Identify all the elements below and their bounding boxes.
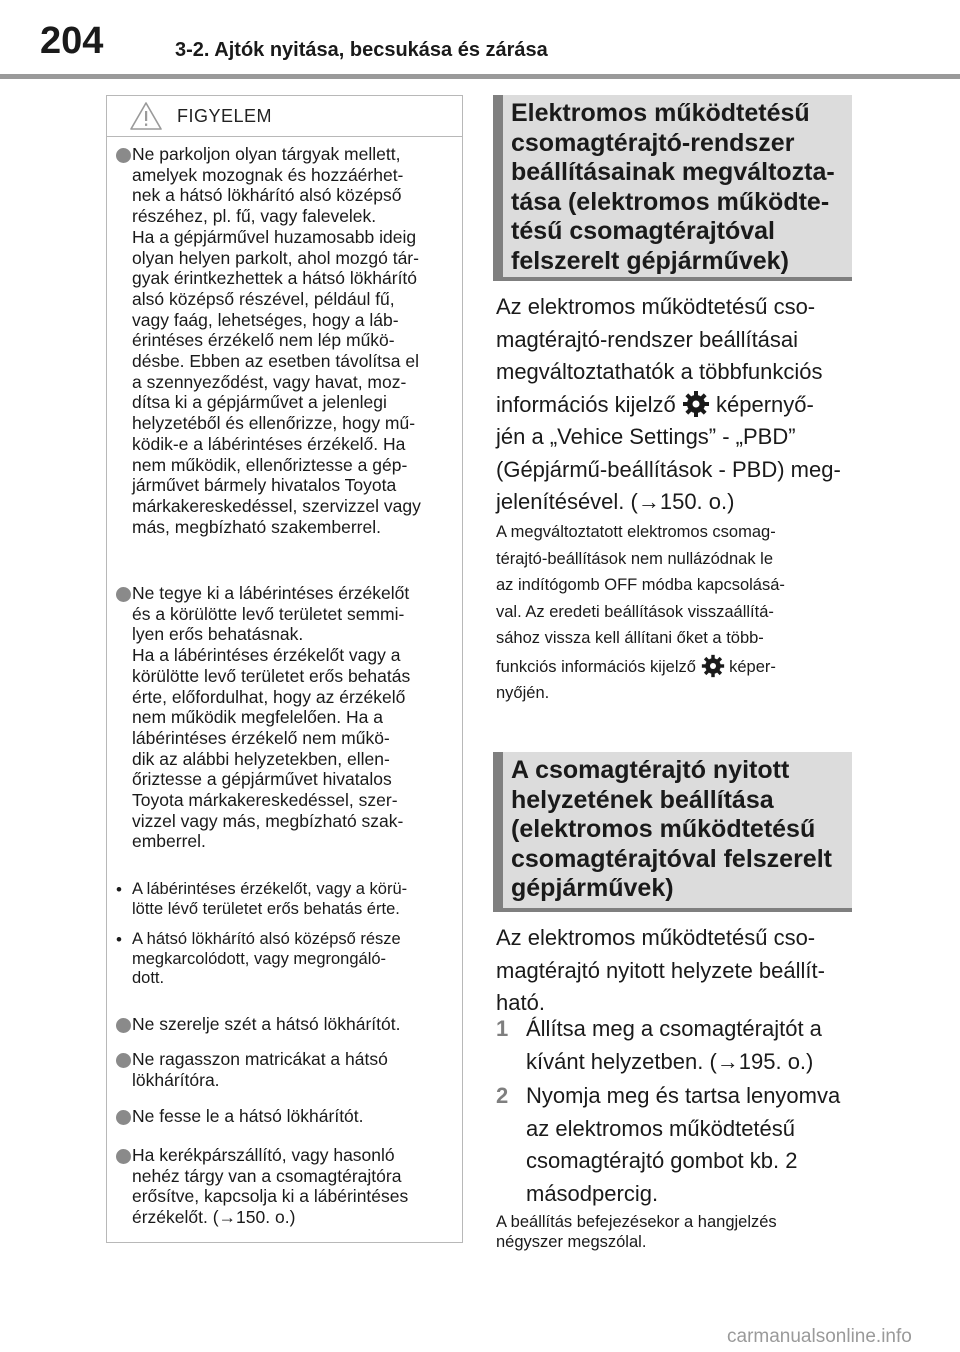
- gear-icon: [682, 390, 710, 418]
- warning-box: [106, 95, 463, 1243]
- warning-header: [107, 96, 462, 137]
- bullet-dot-icon: [116, 1053, 131, 1068]
- sub-bullet-text: A lábérintéses érzékelőt, vagy a körü- lötte lévő területet erős behatás érte.: [132, 880, 408, 918]
- warning-item-text: Ne parkoljon olyan tárgyak mellett, amelyek mozognak és hozzáérhet- nek a hátsó lökhárító alsó középső részéhez, pl. fű, vagy falevelek. Ha a gépjárművel huzamosabb ideig olyan helyen parkolt, ahol mozgó tár- gyak érintkezhettek a hátsó lökhárító alsó középső részével, például fű, vagy faág, lehetséges, hogy a láb- érintéses érzékelő nem lép műkö- désbe. Ebben az esetben távolítsa el a szennyeződést, vagy havat, moz- dítsa ki a gépjárművet a jelenlegi helyzetéből és ellenőrizze, hogy mű- ködik-e a lábérintéses érzékelő. Ha nem működik, ellenőriztesse a gép- járművet bármely hivatalos Toyota márkakereskedéssel, szervizzel vagy más, megbízható szakemberrel.: [132, 144, 421, 537]
- warning-item-text: Ne tegye ki a lábérintéses érzékelőt és a körülötte levő területet semmi- lyen erős behatásnak. Ha a lábérintéses érzékelőt vagy a körülötte levő területet erős behatás érte, előfordulhat, hogy az érzékelő nem működik megfelelően. Ha a lábérintéses érzékelő nem műkö- dik az alábbi helyzetekben, ellen- őriztesse a gépjárművet hivatalos Toyota márkakereskedéssel, szer- vizzel vagy más, megbízható szak- emberrel.: [132, 583, 411, 852]
- bullet-dot-icon: [116, 1110, 131, 1125]
- section1-note: A megváltoztatott elektromos csomag- térajtó-beállítások nem nullázódnak le az indítógomb OFF módba kapcsolásá- val. Az eredeti beállítások visszaállítá- sához vissza kell állítani őket a több- funkciós információs kijelző képer- nyőjén.: [496, 523, 785, 702]
- bullet-dot-icon: [116, 1018, 131, 1033]
- step-number: 1: [496, 1016, 509, 1041]
- step-number: 2: [496, 1083, 509, 1108]
- warning-item-text: Ne szerelje szét a hátsó lökhárítót.: [132, 1014, 401, 1034]
- warning-triangle-icon: [129, 101, 163, 131]
- bullet-dot-icon: [116, 148, 131, 163]
- warning-title: FIGYELEM: [177, 106, 273, 126]
- section-heading-pbd-settings: Elektromos működtetésű csomagtérajtó-rendszer beállításainak megváltozta- tása (elektromos működte- tésű csomagtérajtóval felszerelt gépjárművek): [493, 95, 852, 281]
- sub-bullet-marker: •: [116, 880, 122, 899]
- step-text: Nyomja meg és tartsa lenyomva az elektromos működtetésű csomagtérajtó gombot kb. 2 másodpercig.: [526, 1083, 841, 1206]
- page-header: [0, 0, 960, 80]
- watermark: carmanualsonline.info: [727, 1326, 912, 1347]
- warning-item-text: Ne ragasszon matricákat a hátsó lökhárítóra.: [132, 1049, 388, 1090]
- bullet-dot-icon: [116, 1149, 131, 1164]
- gear-icon: [701, 654, 725, 678]
- section2-intro: Az elektromos működtetésű cso- magtérajtó nyitott helyzete beállít- ható.: [496, 925, 825, 1015]
- section-heading-open-position: A csomagtérajtó nyitott helyzetének beállítása (elektromos működtetésű csomagtérajtóval felszerelt gépjárművek): [493, 752, 852, 912]
- warning-item-text: Ha kerékpárszállító, vagy hasonló nehéz tárgy van a csomagtérajtóra erősítve, kapcsolja ki a lábérintéses érzékelőt. (→150. o.): [132, 1145, 409, 1228]
- warning-item-text: Ne fesse le a hátsó lökhárítót.: [132, 1106, 364, 1126]
- step-text: Állítsa meg a csomagtérajtót a kívánt helyzetben. (→195. o.): [526, 1016, 822, 1074]
- page-number: 204: [40, 20, 104, 62]
- sub-bullet-marker: •: [116, 930, 122, 949]
- section-title: 3-2. Ajtók nyitása, becsukása és zárása: [175, 39, 548, 61]
- header-rule: [0, 74, 960, 79]
- section2-note: A beállítás befejezésekor a hangjelzés négyszer megszólal.: [496, 1213, 777, 1251]
- bullet-dot-icon: [116, 587, 131, 602]
- section1-body: Az elektromos működtetésű cso- magtérajtó-rendszer beállításai megváltoztathatók a többfunkciós információs kijelző képernyő- jén a „Vehice Settings” - „PBD” (Gépjármű-beállítások - PBD) meg- jelenítésével. (→150. o.): [496, 294, 841, 514]
- sub-bullet-text: A hátsó lökhárító alsó középső része megkarcolódott, vagy megrongáló- dott.: [132, 930, 401, 987]
